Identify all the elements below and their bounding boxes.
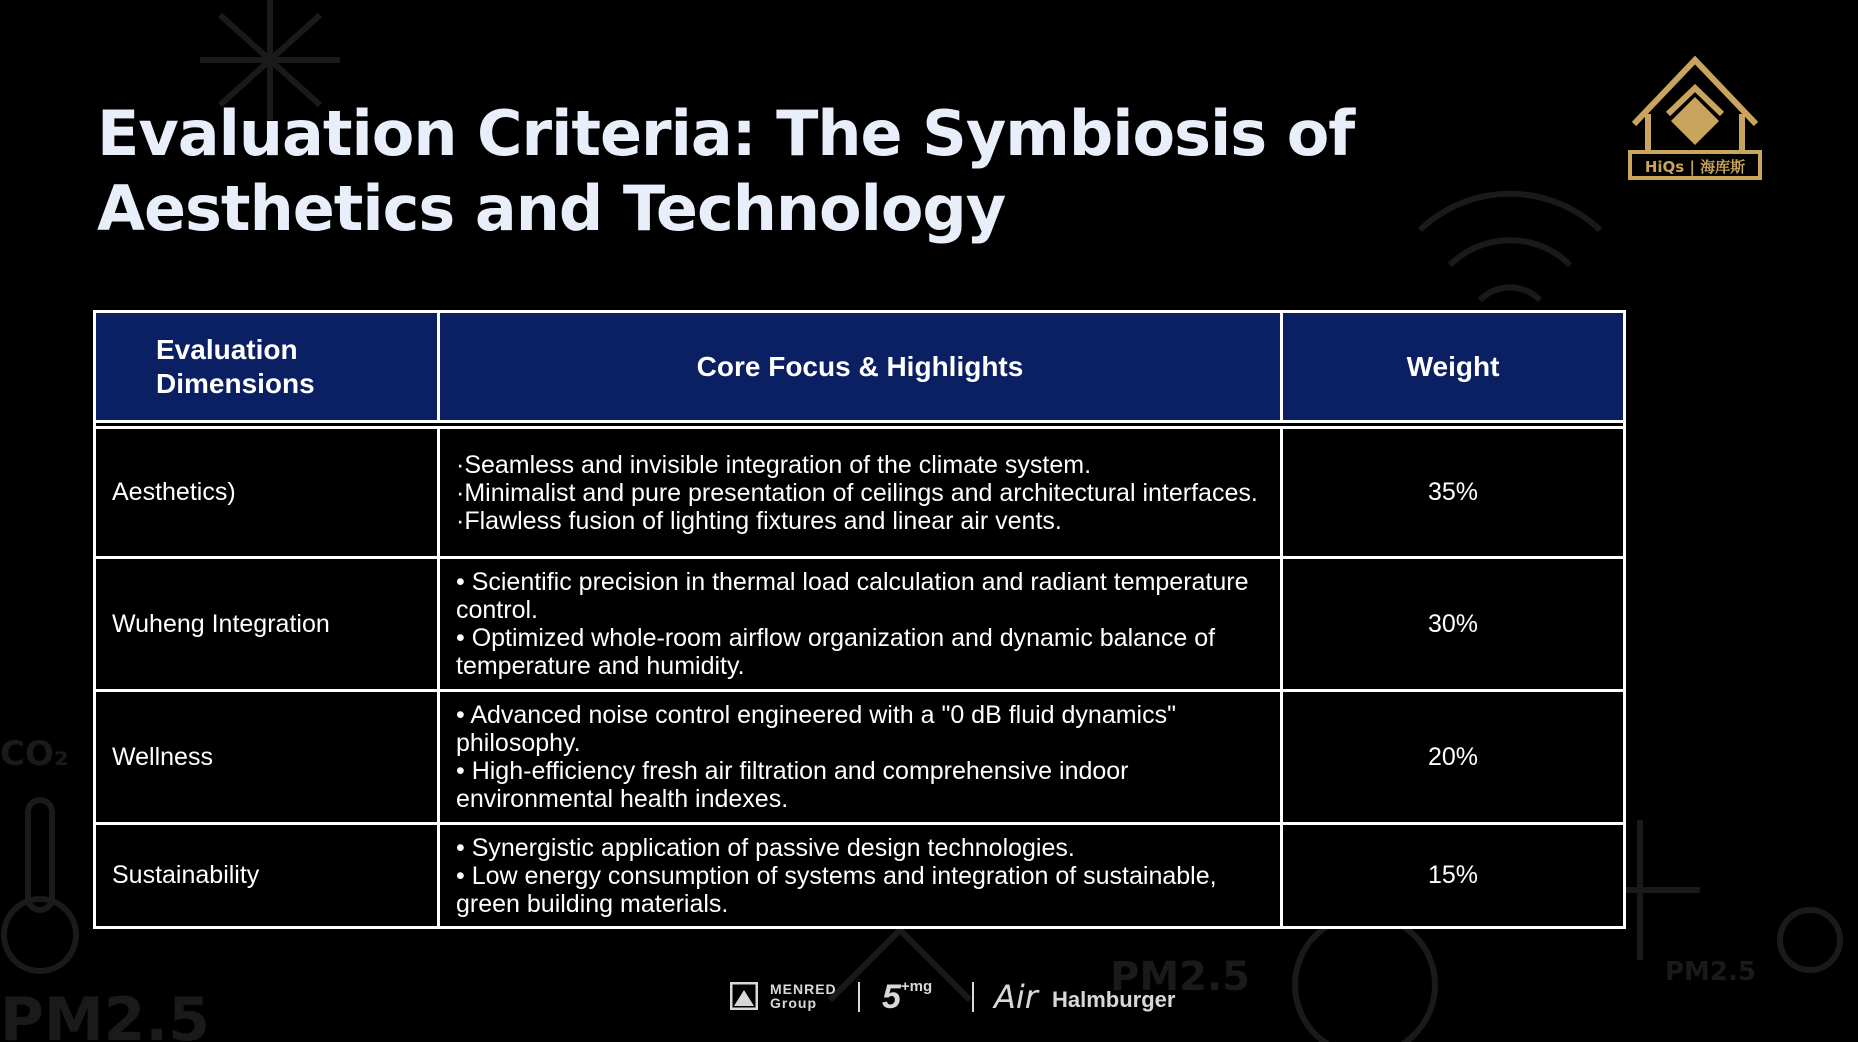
focus-bullet: ·Flawless fusion of lighting fixtures and linear air vents. xyxy=(456,506,1062,535)
weight-cell: 35% xyxy=(1282,428,1625,558)
hiqs-logo xyxy=(1628,54,1762,180)
hiqs-house-icon xyxy=(1628,54,1762,180)
table-header-row xyxy=(95,312,1625,422)
footer-logos xyxy=(730,978,1190,1018)
focus-cell xyxy=(439,824,1282,928)
slide-title: Evaluation Criteria: The Symbiosis of Aesthetics and Technology xyxy=(97,97,1355,245)
focus-bullet: • High-efficiency fresh air filtration and comprehensive indoor environmental health indexes. xyxy=(456,757,1129,813)
svg-text:PM2.5: PM2.5 xyxy=(1110,954,1250,1000)
focus-bullet: ·Seamless and invisible integration of the climate system. xyxy=(456,450,1092,479)
header-weight: Weight xyxy=(1282,312,1625,422)
footer-divider xyxy=(972,982,974,1012)
focus-bullet: • Optimized whole-room airflow organization and dynamic balance of temperature and humidity. xyxy=(456,624,1216,680)
dimension-cell: Wellness xyxy=(95,691,439,824)
table-row xyxy=(95,428,1625,558)
header-focus: Core Focus & Highlights xyxy=(439,312,1282,422)
focus-bullet: • Advanced noise control engineered with a "0 dB fluid dynamics" philosophy. xyxy=(456,701,1176,757)
svg-text:CO₂: CO₂ xyxy=(0,734,69,774)
weight-cell: 30% xyxy=(1282,558,1625,691)
halmburger-logo-text: Halmburger xyxy=(1052,987,1176,1012)
menred-logo-text: MENRED Group xyxy=(770,981,837,1011)
evaluation-table xyxy=(93,310,1626,929)
weight-cell: 20% xyxy=(1282,691,1625,824)
five-mg-logo: $5^{+mg}$ xyxy=(882,978,933,1016)
logo-text: HiQs | 海库斯 xyxy=(1644,158,1746,176)
focus-cell xyxy=(439,691,1282,824)
focus-bullet: • Synergistic application of passive design technologies. xyxy=(456,833,1075,862)
header-dimension: Evaluation Dimensions xyxy=(95,312,439,422)
focus-bullet: • Low energy consumption of systems and integration of sustainable, green building materials. xyxy=(456,861,1217,918)
dimension-cell: Wuheng Integration xyxy=(95,558,439,691)
focus-bullet: • Scientific precision in thermal load calculation and radiant temperature control. xyxy=(456,568,1249,624)
air-logo-text: Air xyxy=(994,978,1038,1016)
dimension-cell: Sustainability xyxy=(95,824,439,928)
thermometer-icon xyxy=(4,899,76,971)
svg-text:PM2.5: PM2.5 xyxy=(1665,957,1756,987)
ai-icon xyxy=(1295,915,1435,1042)
weight-cell: 15% xyxy=(1282,824,1625,928)
menred-logo-icon xyxy=(730,982,758,1010)
focus-cell xyxy=(439,428,1282,558)
table-row xyxy=(95,558,1625,691)
footer-divider xyxy=(858,982,860,1012)
focus-cell xyxy=(439,558,1282,691)
svg-text:PM2.5: PM2.5 xyxy=(0,985,210,1042)
table-row xyxy=(95,691,1625,824)
focus-bullet: ·Minimalist and pure presentation of ceilings and architectural interfaces. xyxy=(456,478,1258,507)
dimension-cell: Aesthetics) xyxy=(95,428,439,558)
table-row xyxy=(95,824,1625,928)
